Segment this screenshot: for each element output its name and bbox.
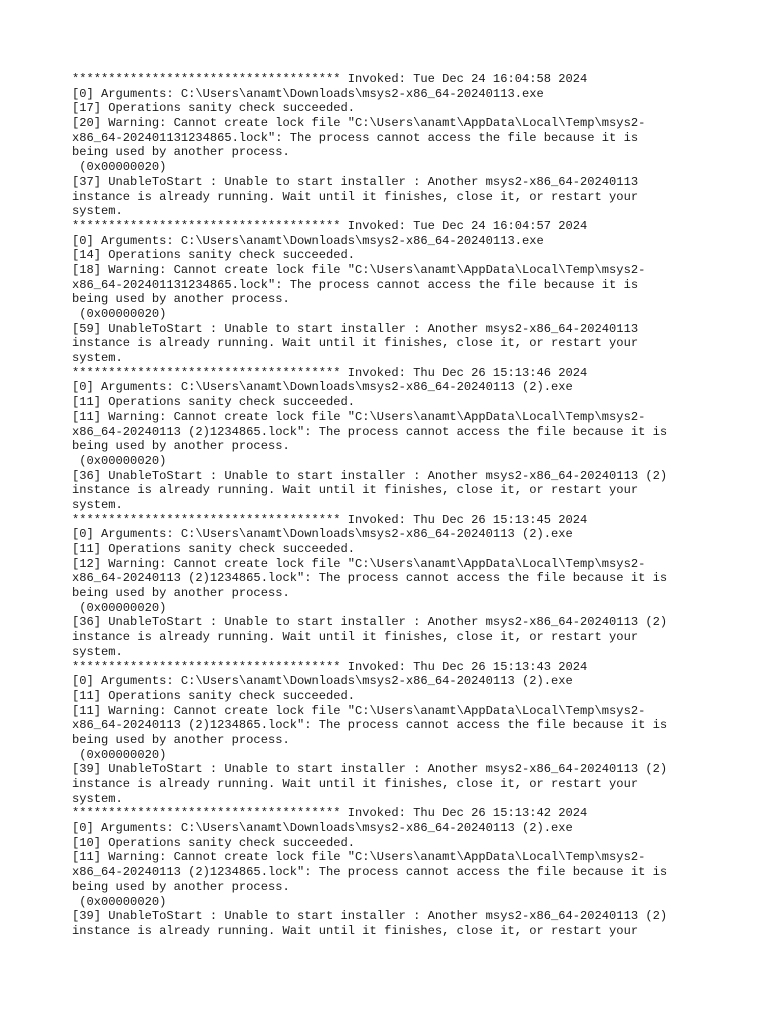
warning-line: [18] Warning: Cannot create lock file "C:\Users\anamt\AppData\Local\Temp\msys2- bbox=[72, 262, 646, 277]
error-line: [39] UnableToStart : Unable to start installer : Another msys2-x86_64-20240113 (2) bbox=[72, 909, 668, 924]
error-line: [36] UnableToStart : Unable to start installer : Another msys2-x86_64-20240113 (2) bbox=[72, 468, 668, 483]
log-body bbox=[72, 72, 712, 939]
invocation-header: ************************************* Invoked: Thu Dec 26 15:13:43 2024 bbox=[72, 659, 588, 674]
log-line: [0] Arguments: C:\Users\anamt\Downloads\msys2-x86_64-20240113 (2).exe bbox=[72, 821, 573, 836]
log-line: instance is already running. Wait until it finishes, close it, or restart your bbox=[72, 336, 639, 351]
log-line: being used by another process. bbox=[72, 145, 290, 160]
log-line: [11] Operations sanity check succeeded. bbox=[72, 542, 356, 556]
log-line: x86_64-202401131234865.lock": The process cannot access the file because it is bbox=[72, 277, 639, 292]
log-line: instance is already running. Wait until it finishes, close it, or restart your bbox=[72, 777, 639, 791]
log-line: x86_64-20240113 (2)1234865.lock": The process cannot access the file because it is bbox=[72, 865, 668, 880]
warning-line: [11] Warning: Cannot create lock file "C:\Users\anamt\AppData\Local\Temp\msys2- bbox=[72, 703, 646, 718]
log-line: [0] Arguments: C:\Users\anamt\Downloads\msys2-x86_64-20240113 (2).exe bbox=[72, 527, 573, 542]
invocation-header: ************************************* Invoked: Tue Dec 24 16:04:58 2024 bbox=[72, 72, 588, 86]
log-line: (0x00000020) bbox=[72, 160, 167, 175]
error-line: [37] UnableToStart : Unable to start installer : Another msys2-x86_64-20240113 bbox=[72, 174, 639, 189]
invocation-header: ************************************* Invoked: Thu Dec 26 15:13:46 2024 bbox=[72, 365, 588, 380]
log-line: instance is already running. Wait until it finishes, close it, or restart your bbox=[72, 483, 639, 498]
log-line: instance is already running. Wait until it finishes, close it, or restart your bbox=[72, 630, 639, 645]
log-line: [10] Operations sanity check succeeded. bbox=[72, 835, 356, 850]
warning-line: [11] Warning: Cannot create lock file "C:\Users\anamt\AppData\Local\Temp\msys2- bbox=[72, 409, 646, 424]
log-line: [14] Operations sanity check succeeded. bbox=[72, 248, 356, 263]
log-line: (0x00000020) bbox=[72, 894, 167, 909]
log-line: x86_64-202401131234865.lock": The process cannot access the file because it is bbox=[72, 130, 639, 145]
log-line: system. bbox=[72, 351, 123, 366]
log-line: system. bbox=[72, 644, 123, 659]
warning-line: [20] Warning: Cannot create lock file "C:\Users\anamt\AppData\Local\Temp\msys2- bbox=[72, 116, 646, 131]
invocation-header: ************************************* Invoked: Thu Dec 26 15:13:42 2024 bbox=[72, 806, 588, 821]
log-line: being used by another process. bbox=[72, 439, 290, 454]
log-line: [0] Arguments: C:\Users\anamt\Downloads\msys2-x86_64-20240113.exe bbox=[72, 86, 544, 101]
log-line: (0x00000020) bbox=[72, 600, 167, 615]
log-line: instance is already running. Wait until it finishes, close it, or restart your bbox=[72, 923, 639, 938]
log-line: being used by another process. bbox=[72, 732, 290, 747]
error-line: [59] UnableToStart : Unable to start installer : Another msys2-x86_64-20240113 bbox=[72, 321, 639, 336]
log-line: instance is already running. Wait until it finishes, close it, or restart your bbox=[72, 189, 639, 204]
log-line: being used by another process. bbox=[72, 586, 290, 601]
log-line: (0x00000020) bbox=[72, 747, 167, 762]
log-line: (0x00000020) bbox=[72, 453, 167, 468]
log-document bbox=[72, 72, 712, 939]
error-line: [39] UnableToStart : Unable to start installer : Another msys2-x86_64-20240113 (2) bbox=[72, 762, 668, 777]
log-line: [11] Operations sanity check succeeded. bbox=[72, 395, 356, 410]
log-line: [17] Operations sanity check succeeded. bbox=[72, 101, 356, 116]
log-line: being used by another process. bbox=[72, 292, 290, 307]
log-line: system. bbox=[72, 204, 123, 219]
invocation-header: ************************************* Invoked: Thu Dec 26 15:13:45 2024 bbox=[72, 512, 588, 527]
warning-line: [11] Warning: Cannot create lock file "C:\Users\anamt\AppData\Local\Temp\msys2- bbox=[72, 850, 646, 865]
log-line: x86_64-20240113 (2)1234865.lock": The process cannot access the file because it is bbox=[72, 571, 668, 586]
log-line: x86_64-20240113 (2)1234865.lock": The process cannot access the file because it is bbox=[72, 424, 668, 439]
log-line: [11] Operations sanity check succeeded. bbox=[72, 688, 356, 703]
log-line: [0] Arguments: C:\Users\anamt\Downloads\msys2-x86_64-20240113.exe bbox=[72, 233, 544, 248]
warning-line: [12] Warning: Cannot create lock file "C:\Users\anamt\AppData\Local\Temp\msys2- bbox=[72, 556, 646, 571]
log-line: system. bbox=[72, 791, 123, 806]
log-line: [0] Arguments: C:\Users\anamt\Downloads\msys2-x86_64-20240113 (2).exe bbox=[72, 674, 573, 689]
log-line: being used by another process. bbox=[72, 879, 290, 894]
error-line: [36] UnableToStart : Unable to start installer : Another msys2-x86_64-20240113 (2) bbox=[72, 615, 668, 630]
log-line: (0x00000020) bbox=[72, 307, 167, 321]
log-line: [0] Arguments: C:\Users\anamt\Downloads\msys2-x86_64-20240113 (2).exe bbox=[72, 380, 573, 395]
log-line: x86_64-20240113 (2)1234865.lock": The process cannot access the file because it is bbox=[72, 718, 668, 733]
invocation-header: ************************************* Invoked: Tue Dec 24 16:04:57 2024 bbox=[72, 218, 588, 233]
log-line: system. bbox=[72, 497, 123, 512]
